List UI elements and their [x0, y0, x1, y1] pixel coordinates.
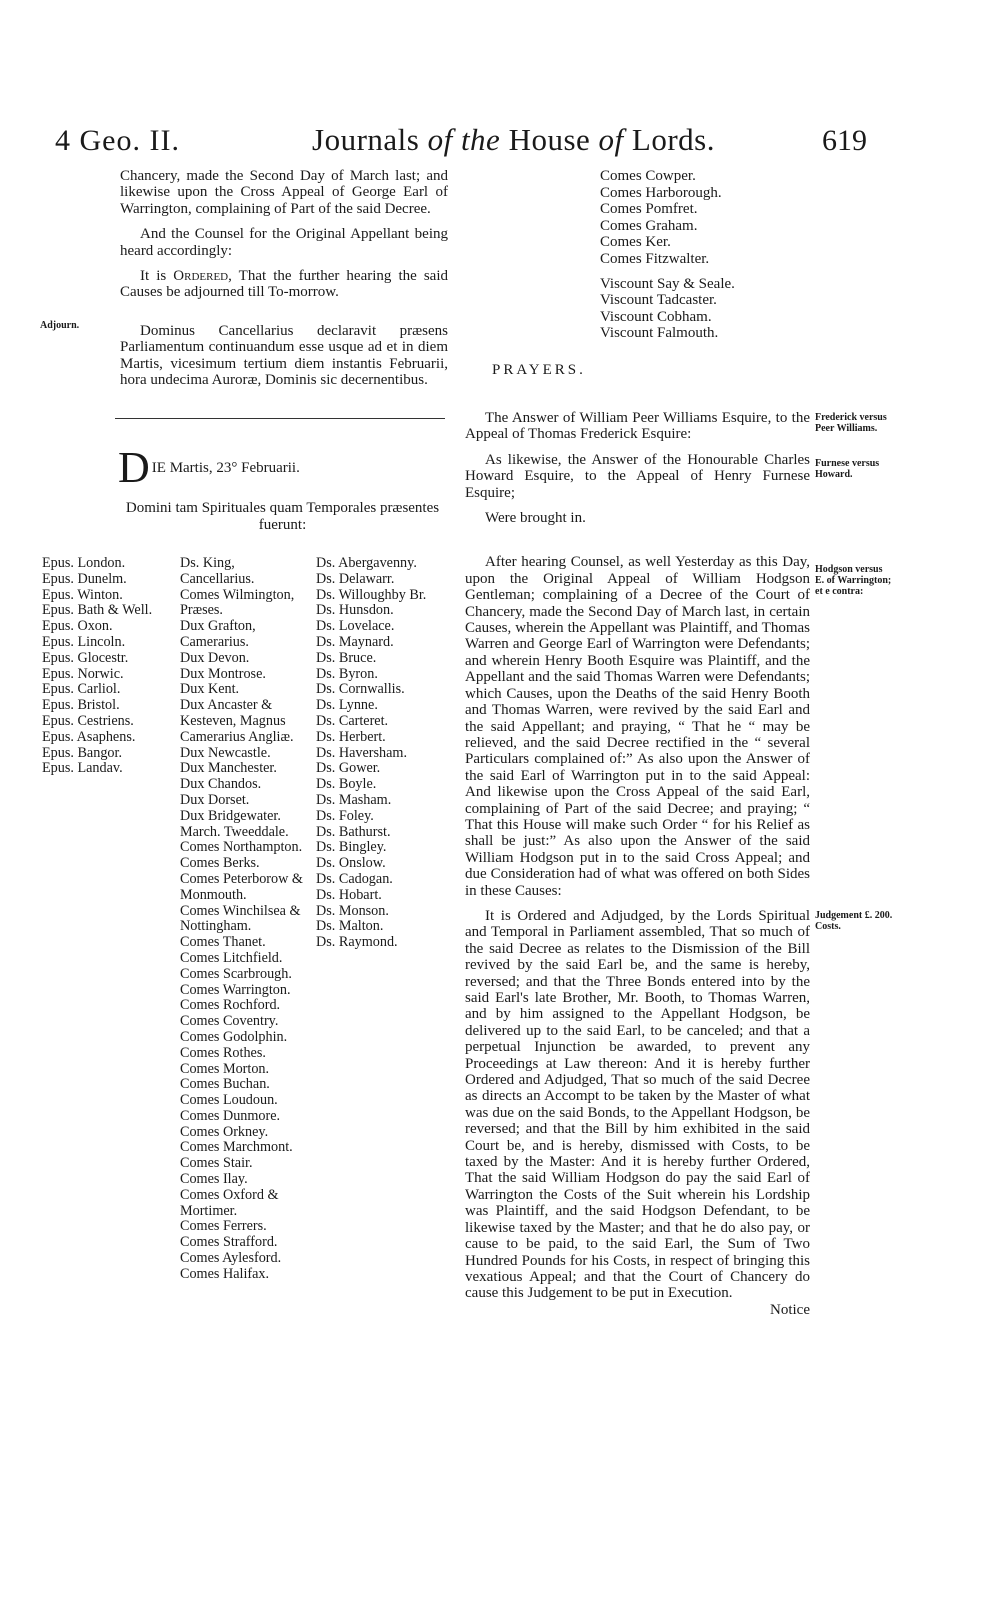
- list-item: Comes Scarbrough.: [180, 965, 292, 982]
- list-item: Ds. Lovelace.: [316, 618, 395, 635]
- list-item: Comes Orkney.: [180, 1123, 269, 1140]
- list-item: Ds. Abergavenny.: [316, 555, 417, 571]
- list-item: Comes Ilay.: [180, 1171, 248, 1188]
- list-item: Epus. Glocestr.: [42, 649, 129, 666]
- text: It is: [140, 268, 174, 285]
- margin-note: Hodgson versus E. of Warrington; et e contra:: [815, 564, 892, 597]
- list-item: Comes Strafford.: [180, 1234, 278, 1251]
- catchword: Notice: [770, 1302, 810, 1318]
- title-part: House: [500, 122, 599, 157]
- list-item: Ds. Cornwallis.: [316, 681, 405, 698]
- paragraph: Were brought in.: [485, 510, 586, 527]
- margin-note: Judgement £. 200. Costs.: [815, 910, 893, 932]
- list-item: Ds. Bingley.: [316, 839, 387, 856]
- list-item: Comes Marchmont.: [180, 1139, 293, 1156]
- title-part: of the: [427, 122, 501, 157]
- paragraph: As likewise, the Answer of the Honourable Charles Howard Esquire, to the Appeal of Henry Furnese Esquire;: [465, 451, 810, 501]
- list-item: Comes Wilmington, Præses.: [180, 586, 295, 619]
- paragraph: Chancery, made the Second Day of March last; and likewise upon the Cross Appeal of George Earl of Warrington, complaining of Part of the said Decree.: [120, 168, 448, 217]
- ordered-word: Ordered: [173, 268, 229, 285]
- list-item: Viscount Falmouth.: [600, 325, 719, 342]
- date-line: IE Martis, 23° Februarii.: [151, 460, 300, 476]
- title-part: Journals: [312, 122, 428, 157]
- list-item: Viscount Say & Seale.: [600, 275, 735, 292]
- list-item: Dux Manchester.: [180, 760, 277, 777]
- list-item: Comes Berks.: [180, 855, 260, 872]
- bishops-list: [42, 556, 172, 777]
- list-item: Dux Bridgewater.: [180, 807, 281, 824]
- list-item: Epus. Oxon.: [42, 618, 113, 635]
- list-item: Comes Halifax.: [180, 1265, 270, 1282]
- list-item: Epus. Dunelm.: [42, 570, 127, 587]
- hearing-paragraph: After hearing Counsel, as well Yesterday as this Day, upon the Original Appeal of William Hodgson Gentleman; complaining of a Decree of the Court of Chancery, made the Second Day of March last, in certain Causes, wherein the Appellant was Plaintiff, and Thomas Warren and George Earl of Warrington were Defendants; and wherein Henry Booth Esquire was Plaintiff, and the Appellant and the said Thomas Warren were Defendants; which Causes, upon the Deaths of the said Henry Booth and Thomas Warren, were revived by the said Earl and the said Appellant; and praying, “ That he “ may be relieved, and the said Decree rectified in the “ several Particulars complained of:” As also upon the Answer of the said Earl of Warrington put in to the said Appeal: And likewise upon the Cross Appeal of the said Earl, complaining of Part of the said Decree; and praying; “ That this House will make such Order “ for his Relief as shall be just:” As also upon the Answer of the said William Hodgson put in to the said Cross Appeal; and due Consideration had of what was offered on both Sides in these Causes:: [465, 554, 810, 899]
- list-item: Ds. Herbert.: [316, 728, 386, 745]
- list-item: Dux Kent.: [180, 681, 240, 698]
- list-item: Dux Montrose.: [180, 665, 266, 682]
- list-item: Epus. Bangor.: [42, 744, 122, 761]
- lords-list-2: [180, 556, 310, 1283]
- list-item: Comes Loudoun.: [180, 1092, 278, 1109]
- list-item: Comes Rothes.: [180, 1044, 266, 1061]
- list-item: Ds. Cadogan.: [316, 870, 393, 887]
- peers-continued: [600, 168, 735, 342]
- text: , That the further hearing the said Causes be adjourned till To-morrow.: [120, 268, 448, 301]
- list-item: Ds. Maynard.: [316, 633, 394, 650]
- list-item: Dux Devon.: [180, 649, 250, 666]
- list-item: Epus. Winton.: [42, 586, 123, 603]
- margin-note: Furnese versus Howard.: [815, 458, 880, 480]
- list-item: Comes Cowper.: [600, 168, 696, 184]
- list-item: Epus. Bristol.: [42, 697, 120, 714]
- list-item: Ds. Foley.: [316, 807, 374, 824]
- list-item: Dux Chandos.: [180, 776, 262, 793]
- list-item: Ds. Delawarr.: [316, 570, 395, 587]
- paragraph: And the Counsel for the Original Appellant being heard accordingly:: [120, 226, 448, 259]
- list-item: Ds. King, Cancellarius.: [180, 555, 255, 587]
- list-item: Comes Northampton.: [180, 839, 303, 856]
- list-item: Epus. Cestriens.: [42, 712, 134, 729]
- list-item: Ds. Hobart.: [316, 886, 382, 903]
- list-item: Dux Newcastle.: [180, 744, 271, 761]
- section-rule: [115, 418, 445, 419]
- list-item: Ds. Bruce.: [316, 649, 377, 666]
- list-item: Dux Grafton, Camerarius.: [180, 618, 256, 650]
- title-part: of: [598, 122, 624, 157]
- list-item: Ds. Raymond.: [316, 934, 398, 951]
- page-number: 619: [822, 124, 867, 157]
- title-part: Lords.: [623, 122, 715, 157]
- list-item: Viscount Tadcaster.: [600, 292, 717, 309]
- margin-note: Frederick versus Peer Williams.: [815, 412, 887, 434]
- list-item: Comes Graham.: [600, 217, 698, 234]
- list-item: Comes Morton.: [180, 1060, 270, 1077]
- list-item: Comes Oxford & Mortimer.: [180, 1186, 279, 1219]
- margin-note-adjourn: Adjourn.: [40, 320, 80, 331]
- running-head-session: 4 Geo. II.: [55, 124, 180, 157]
- list-item: Ds. Lynne.: [316, 697, 378, 714]
- list-item: Comes Stair.: [180, 1155, 253, 1172]
- left-column: [120, 168, 448, 397]
- list-item: March. Tweeddale.: [180, 823, 289, 840]
- adjournment-paragraph: Dominus Cancellarius declaravit præsens Parliamentum continuandum esse usque ad et in diem Martis, vicesimum tertium diem instantis Februarii, hora undecima Auroræ, Dominis sic decernentibus.: [120, 322, 448, 389]
- list-item: Ds. Carteret.: [316, 712, 389, 729]
- list-item: Comes Ker.: [600, 234, 671, 251]
- list-item: Ds. Masham.: [316, 791, 392, 808]
- judgement-paragraph: It is Ordered and Adjudged, by the Lords Spiritual and Temporal in Parliament assembled, That so much of the said Decree as relates to the Dismission of the Bill revived by the said Earl be, and the same is hereby, reversed; and that the Three Bonds entered into by the said Earl's late Brother, Mr. Booth, to Thomas Warren, and by him assigned to the Appellant Hodgson, be delivered up to the said Earl, to be canceled; and that a perpetual Injunction be awarded, to prevent any Proceedings at Law thereon: And it is hereby further Ordered and Adjudged, That so much of the said Decree as directs an Accompt to be taken by the Master of what was due on the said Bonds, to the Appellant Hodgson, be reversed; and that the Bill by him exhibited in the said Court be, and is hereby, dismissed with Costs, to be taxed by the Master: And it is hereby further Ordered, That the said William Hodgson do pay the said Earl of Warrington the Costs of the Suit wherein his Lordship was Plaintiff, and the said Hodgson Defendant, to be likewise taxed by the Master; and that he do also pay, or cause to be paid, to the said Earl, the Sum of Two Hundred Pounds for his Costs, in respect of bringing this vexatious Appeal; and that the Court of Chancery do cause this Judgement to be put in Execution.: [465, 907, 810, 1302]
- list-item: Ds. Malton.: [316, 918, 384, 935]
- list-item: Dux Dorset.: [180, 791, 250, 808]
- list-item: Epus. Bath & Well.: [42, 602, 153, 619]
- list-item: Epus. London.: [42, 555, 126, 571]
- list-item: Dux Ancaster & Kesteven, Magnus Camerarius Angliæ.: [180, 697, 294, 745]
- paragraph: The Answer of William Peer Williams Esquire, to the Appeal of Thomas Frederick Esquire:: [465, 410, 810, 443]
- list-item: Ds. Haversham.: [316, 744, 408, 761]
- right-column: [465, 410, 810, 1311]
- lords-list-3: [316, 556, 446, 951]
- list-item: Comes Dunmore.: [180, 1107, 281, 1124]
- list-item: Viscount Cobham.: [600, 308, 712, 325]
- list-item: Comes Godolphin.: [180, 1028, 288, 1045]
- list-item: Comes Ferrers.: [180, 1218, 267, 1235]
- list-item: Comes Coventry.: [180, 1013, 279, 1030]
- list-item: Comes Rochford.: [180, 997, 281, 1014]
- list-item: Ds. Boyle.: [316, 776, 377, 793]
- list-item: Comes Buchan.: [180, 1076, 270, 1093]
- list-item: Comes Pomfret.: [600, 201, 698, 218]
- list-item: Comes Fitzwalter.: [600, 250, 710, 267]
- list-item: Ds. Bathurst.: [316, 823, 391, 840]
- list-item: Comes Winchilsea & Nottingham.: [180, 902, 301, 935]
- list-item: Comes Thanet.: [180, 934, 266, 951]
- domini-line: Domini tam Spirituales quam Temporales præsentes fuerunt:: [125, 500, 440, 533]
- list-item: Ds. Gower.: [316, 760, 381, 777]
- list-item: Comes Litchfield.: [180, 949, 283, 966]
- list-item: Ds. Willoughby Br.: [316, 586, 427, 603]
- list-item: Epus. Lincoln.: [42, 633, 126, 650]
- drop-cap: D: [118, 443, 150, 492]
- list-item: Epus. Carliol.: [42, 681, 121, 698]
- list-item: Ds. Onslow.: [316, 855, 386, 872]
- list-item: Comes Peterborow & Monmouth.: [180, 870, 303, 903]
- prayers-heading: PRAYERS.: [492, 362, 586, 378]
- list-item: Comes Warrington.: [180, 981, 291, 998]
- list-item: Ds. Hunsdon.: [316, 602, 394, 619]
- list-item: Ds. Byron.: [316, 665, 378, 682]
- order-paragraph: [120, 268, 448, 301]
- list-item: Ds. Monson.: [316, 902, 389, 919]
- list-item: Comes Harborough.: [600, 184, 722, 201]
- list-item: Epus. Landav.: [42, 760, 123, 777]
- running-head-title: [312, 122, 715, 158]
- list-item: Epus. Asaphens.: [42, 728, 136, 745]
- list-item: Comes Aylesford.: [180, 1250, 282, 1267]
- list-item: Epus. Norwic.: [42, 665, 124, 682]
- session-date: [118, 443, 448, 492]
